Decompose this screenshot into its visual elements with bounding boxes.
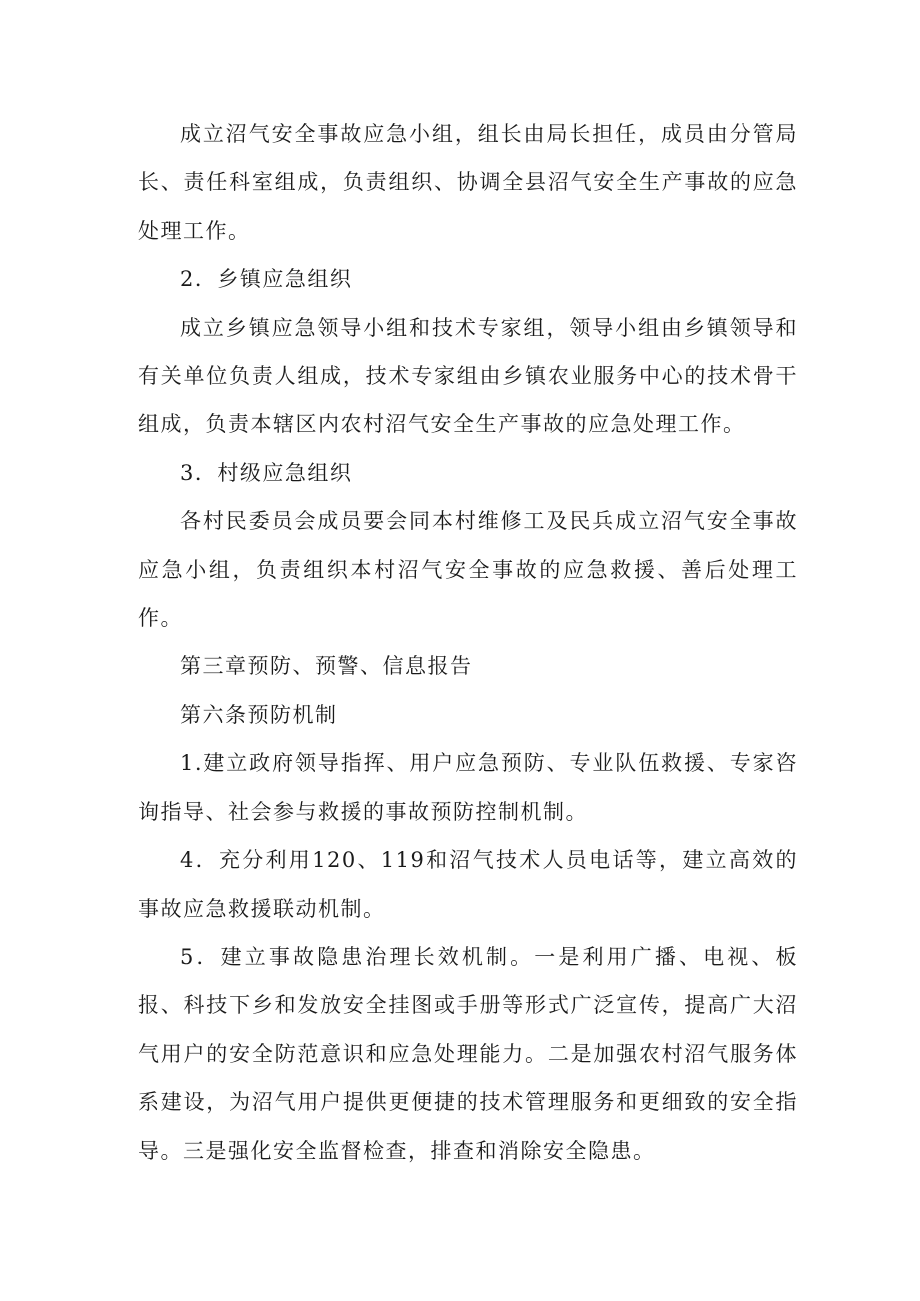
paragraph-village-team: 各村民委员会成员要会同本村维修工及民兵成立沼气安全事故应急小组，负责组织本村沼气安全事故的应急救援、善后处理工作。 <box>138 509 798 631</box>
document-body <box>138 110 798 1175</box>
article-heading: 第六条预防机制 <box>180 702 338 727</box>
paragraph-item-1: 1.建立政府领导指挥、用户应急预防、专业队伍救援、专家咨询指导、社会参与救援的事故预防控制机制。 <box>138 751 798 824</box>
heading-township-organization: 2．乡镇应急组织 <box>180 267 353 292</box>
paragraph-township-team: 成立乡镇应急领导小组和技术专家组，领导小组由乡镇领导和有关单位负责人组成，技术专家组由乡镇农业服务中心的技术骨干组成，负责本辖区内农村沼气安全生产事故的应急处理工作。 <box>138 315 798 437</box>
heading-village-organization: 3．村级应急组织 <box>180 460 353 485</box>
chapter-heading: 第三章预防、预警、信息报告 <box>180 654 473 679</box>
paragraph-item-4: 4．充分利用120、119和沼气技术人员电话等，建立高效的事故应急救援联动机制。 <box>138 848 798 921</box>
paragraph-emergency-team: 成立沼气安全事故应急小组，组长由局长担任，成员由分管局长、责任科室组成，负责组织、协调全县沼气安全生产事故的应急处理工作。 <box>138 122 798 243</box>
paragraph-item-5: 5．建立事故隐患治理长效机制。一是利用广播、电视、板报、科技下乡和发放安全挂图或手册等形式广泛宣传，提高广大沼气用户的安全防范意识和应急处理能力。二是加强农村沼气服务体系建设，为沼气用户提供更便捷的技术管理服务和更细致的安全指导。三是强化安全监督检查，排查和消除安全隐患。 <box>138 944 798 1163</box>
